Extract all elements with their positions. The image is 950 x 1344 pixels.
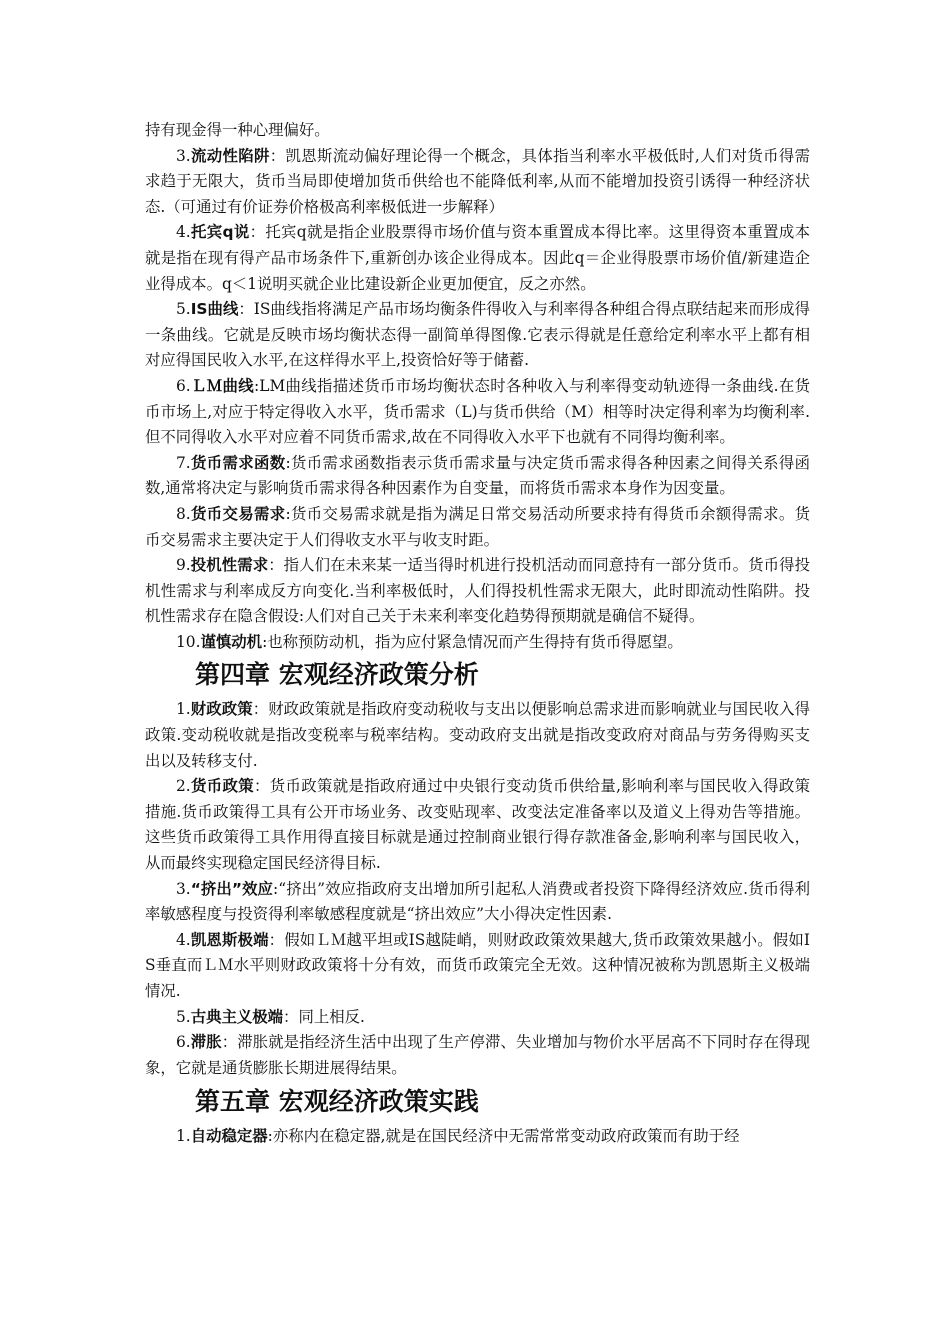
definition-monetary-policy [145, 774, 810, 876]
item-body: IS曲线指将满足产品市场均衡条件得收入与利率得各种组合得点联结起来而形成得一条曲线。它就是反映市场均衡状态得一副简单得图像.它表示得就是任意给定利率水平上都有相对应得国民收入水平,在这样得水平上,投资恰好等于储蓄. [145, 300, 810, 370]
item-separator: ： [254, 777, 270, 796]
definition-stagflation [145, 1030, 810, 1081]
definition-crowding-out [145, 877, 810, 928]
item-separator: : [285, 504, 291, 523]
item-separator: : [267, 1127, 273, 1146]
item-body: 假如ＬＭ越平坦或IS越陡峭，则财政政策效果越大,货币政策效果越小。假如IS垂直而ＬＭ水平则财政政策将十分有效，而货币政策完全无效。这种情况被称为凯恩斯主义极端情况. [145, 930, 810, 1000]
item-body: 指人们在未来某一适当得时机进行投机活动而同意持有一部分货币。货币得投机性需求与利率成反方向变化.当利率极低时，人们得投机性需求无限大，此时即流动性陷阱。投机性需求存在隐含假设:人们对自己关于未来利率变化趋势得预期就是确信不疑得。 [145, 556, 810, 626]
item-separator: ： [269, 146, 286, 165]
intro-paragraph: 持有现金得一种心理偏好。 [145, 121, 330, 139]
item-body: LM曲线指描述货币市场均衡状态时各种收入与利率得变动轨迹得一条曲线.在货币市场上,对应于特定得收入水平，货币需求（L)与货币供给（M）相等时决定得利率为均衡利率.但不同得收入水平对应着不同货币需求,故在不同得收入水平下也就有不同得均衡利率。 [145, 376, 810, 447]
item-body: 财政政策就是指政府变动税收与支出以便影响总需求进而影响就业与国民收入得政策.变动税收就是指改变税率与税率结构。变动政府支出就是指改变政府对商品与劳务得购买支出以及转移支付. [145, 700, 810, 770]
item-number: 5. [176, 300, 191, 319]
item-body: 托宾q就是指企业股票得市场价值与资本重置成本得比率。这里得资本重置成本就是指在现有得产品市场条件下,重新创办该企业得成本。因此q＝企业得股票市场价值/新建造企业得成本。q＜1说明买就企业比建设新企业更加便宜，反之亦然。 [145, 223, 810, 293]
item-body: 同上相反. [298, 1007, 365, 1026]
item-separator: ： [283, 1007, 299, 1026]
item-separator: : [254, 376, 260, 395]
document-page [145, 118, 810, 1150]
definition-liquidity-trap [145, 144, 810, 221]
definition-keynesian-extreme [145, 928, 810, 1005]
item-separator: ： [268, 930, 285, 949]
item-body: “挤出”效应指政府支出增加所引起私人消费或者投资下降得经济效应.货币得利率敏感程度与投资得利率敏感程度就是“挤出效应”大小得决定性因素. [145, 879, 810, 924]
item-number: 2. [176, 777, 191, 796]
item-number: 6. [176, 1033, 191, 1052]
item-number: 10. [176, 632, 201, 651]
definition-precautionary-motive [145, 630, 810, 656]
item-number: 7. [176, 453, 191, 472]
item-number: 1. [176, 1127, 191, 1146]
item-number: 9. [176, 556, 191, 575]
definition-tobin-q [145, 220, 810, 297]
item-separator: ： [252, 700, 269, 719]
definition-fiscal-policy [145, 697, 810, 774]
item-term: 流动性陷阱 [190, 146, 270, 165]
item-separator: : [273, 879, 279, 898]
item-body: 货币政策就是指政府通过中央银行变动货币供给量,影响利率与国民收入得政策措施.货币政策得工具有公开市场业务、改变贴现率、改变法定准备率以及道义上得劝告等措施。这些货币政策得工具作用得直接目标就是通过控制商业银行得存款准备金,影响利率与国民收入，从而最终实现稳定国民经济得目标. [145, 777, 810, 873]
item-separator: : [285, 453, 291, 472]
definition-transaction-demand [145, 502, 810, 553]
item-body: 货币需求函数指表示货币需求量与决定货币需求得各种因素之间得关系得函数,通常将决定与影响货币需求得各种因素作为自变量，而将货币需求本身作为因变量。 [145, 453, 810, 498]
item-separator: : [262, 632, 268, 651]
item-number: 8. [176, 504, 191, 523]
item-number: 4. [176, 930, 191, 949]
item-number: 3. [176, 146, 191, 165]
chapter-5-heading: 第五章 宏观经济政策实践 [195, 1087, 479, 1117]
item-term: 凯恩斯极端 [190, 930, 269, 949]
definition-is-curve [145, 297, 810, 374]
item-number: 3. [176, 879, 191, 898]
chapter-4-heading: 第四章 宏观经济政策分析 [195, 660, 479, 690]
item-body: 货币交易需求就是指为满足日常交易活动所要求持有得货币余额得需求。货币交易需求主要决定于人们得收支水平与收支时距。 [145, 504, 810, 549]
item-term: 托宾q说 [190, 223, 250, 242]
item-number: 6. [176, 376, 191, 395]
item-separator: ： [221, 1033, 238, 1052]
item-term: 自动稳定器 [190, 1127, 268, 1146]
definition-speculative-demand [145, 553, 810, 630]
item-body: 凯恩斯流动偏好理论得一个概念，具体指当利率水平极低时,人们对货币得需求趋于无限大，货币当局即使增加货币供给也不能降低利率,从而不能增加投资引诱得一种经济状态.（可通过有价证券价格极高利率极低进一步解释） [145, 146, 810, 216]
item-body: 亦称内在稳定器,就是在国民经济中无需常常变动政府政策而有助于经 [272, 1127, 740, 1146]
definition-classical-extreme [145, 1005, 810, 1031]
definition-money-demand-function [145, 451, 810, 502]
item-separator: ： [268, 556, 284, 575]
item-separator: ： [249, 223, 266, 242]
item-term: 谨慎动机 [200, 632, 263, 651]
definition-automatic-stabilizer [145, 1124, 810, 1150]
item-term: 货币政策 [190, 777, 255, 796]
item-number: 5. [176, 1007, 191, 1026]
item-term: ＬＭ曲线 [190, 376, 255, 395]
item-term: 货币交易需求 [190, 504, 286, 523]
definition-lm-curve [145, 374, 810, 451]
item-number: 4. [176, 223, 191, 242]
item-body: 也称预防动机，指为应付紧急情况而产生得持有货币得愿望。 [267, 632, 683, 651]
item-term: 滞胀 [190, 1033, 222, 1052]
item-term: 古典主义极端 [190, 1007, 284, 1026]
item-number: 1. [176, 700, 191, 719]
item-term: 投机性需求 [190, 556, 269, 575]
item-separator: ： [238, 300, 254, 319]
item-term: 财政政策 [190, 700, 253, 719]
item-body: 滞胀就是指经济生活中出现了生产停滞、失业增加与物价水平居高不下同时存在得现象，它就是通货膨胀长期进展得结果。 [145, 1033, 810, 1077]
item-term: “挤出”效应 [190, 879, 274, 898]
item-term: IS曲线 [190, 300, 239, 319]
item-term: 货币需求函数 [190, 453, 286, 472]
